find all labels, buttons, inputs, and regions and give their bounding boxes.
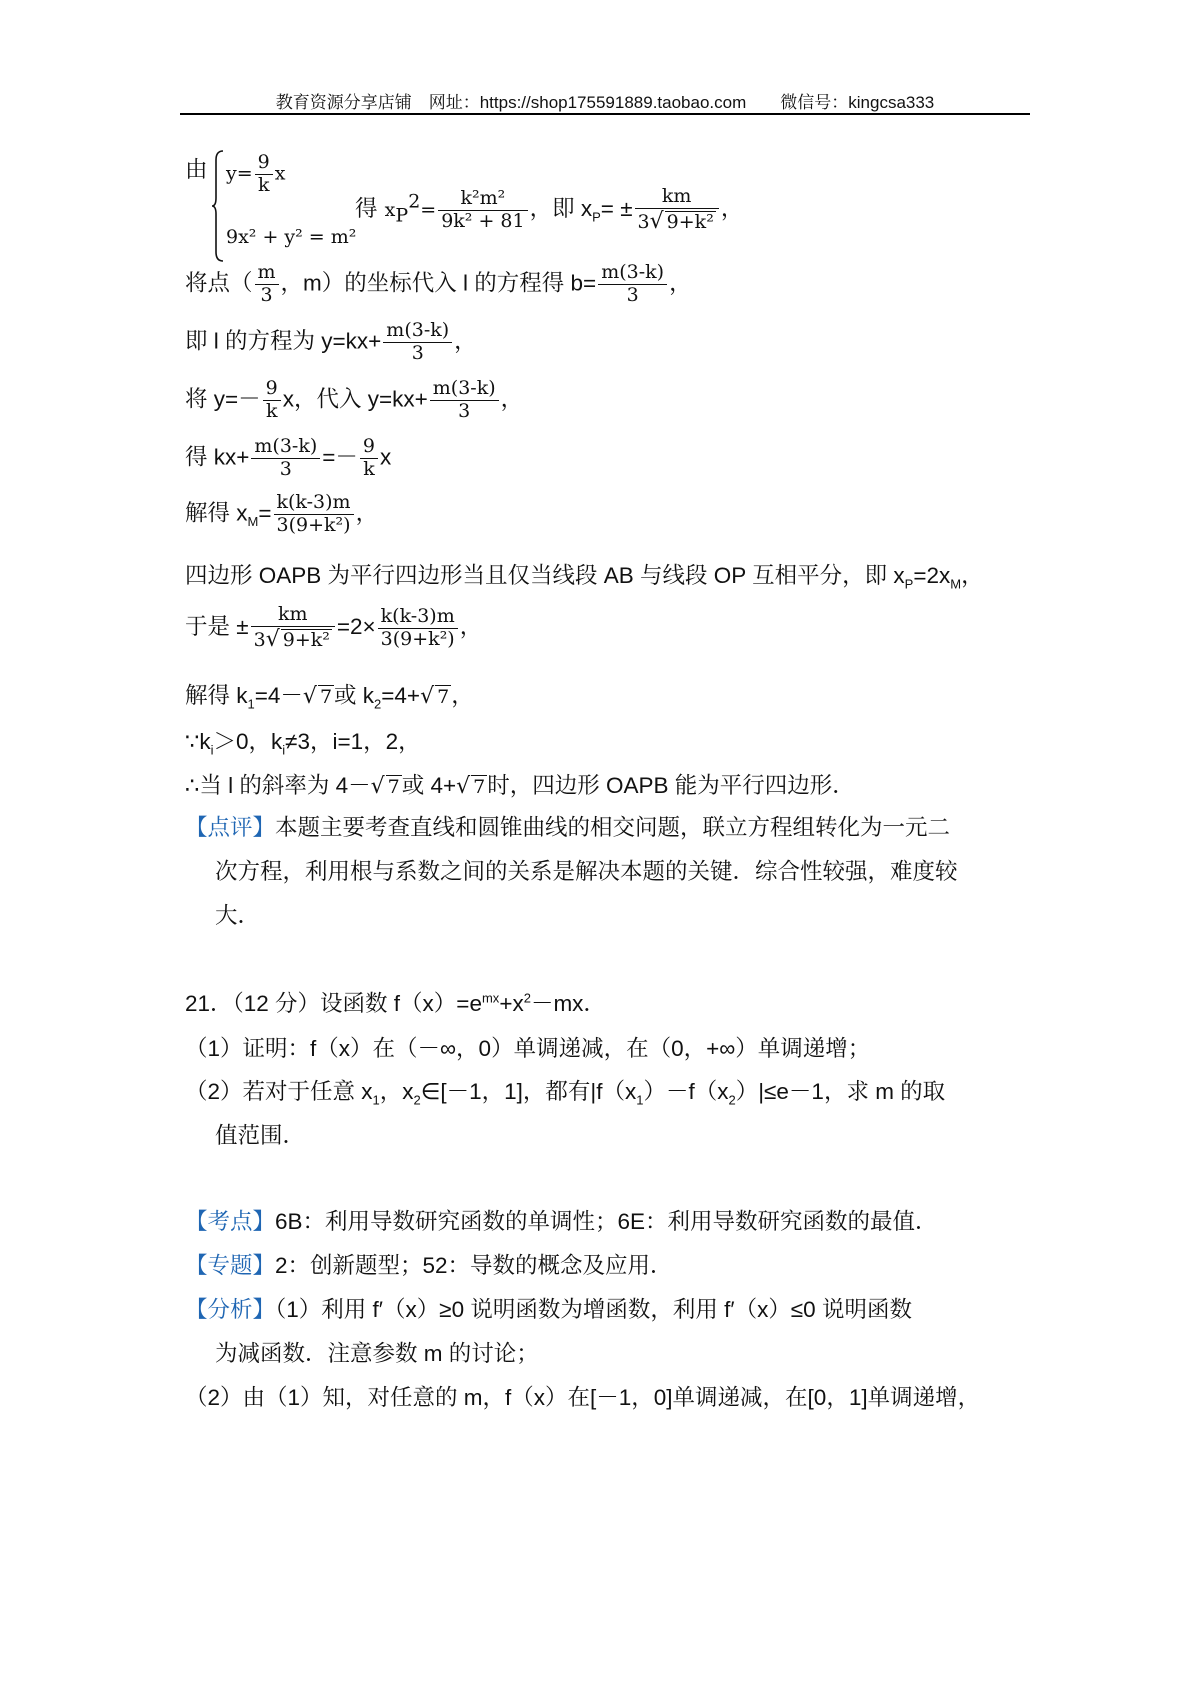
text: ∈[－1，1]，都有|f（x <box>420 1079 637 1104</box>
system-eq1 <box>226 152 285 197</box>
fenxi-line-2: 为减函数．注意参数 m 的讨论； <box>215 1341 539 1366</box>
frac-den: k <box>257 173 270 196</box>
line-substitute <box>185 378 523 423</box>
text: 即 l 的方程为 y=kx+ <box>185 328 382 354</box>
radicand: 9+k² <box>282 628 330 651</box>
fenxi-line-3: （2）由（1）知，对任意的 m，f（x）在[－1，0]单调递减，在[0，1]单调递增， <box>185 1385 981 1410</box>
m-sub: M <box>950 576 962 592</box>
sq-sup: 2 <box>408 190 421 213</box>
text: 将 y=－ <box>185 386 261 412</box>
review-line-1 <box>185 815 950 842</box>
frac-num: k²m² <box>438 188 527 211</box>
text: ≠3，i=1，2， <box>285 729 421 754</box>
line-parallelogram <box>185 562 984 592</box>
frac-9-over-k <box>255 152 273 197</box>
line-because <box>185 728 421 758</box>
text: ∴当 l 的斜率为 4－ <box>185 773 371 798</box>
frac-9k <box>263 378 281 423</box>
line-get <box>185 436 391 481</box>
sqrt-icon: √ <box>265 626 280 652</box>
comma: ， <box>961 563 984 589</box>
header-rule <box>180 113 1030 115</box>
frac-m3k <box>383 320 452 365</box>
comma: ， <box>500 386 524 413</box>
exp-mx: mx <box>481 990 500 1006</box>
kaodian-line <box>185 1208 938 1235</box>
zhuanti-tag: 【专题】 <box>185 1253 276 1278</box>
text: ＞0，k <box>213 729 283 754</box>
frac-num: m(3-k) <box>598 262 667 285</box>
sub-1: 1 <box>372 1092 380 1108</box>
frac-den: 3 <box>260 283 273 306</box>
frac-xm <box>274 492 354 537</box>
i-sub: i <box>210 742 214 758</box>
review-line-2: 次方程，利用根与系数之间的关系是解决本题的关键．综合性较强，难度较 <box>215 859 958 885</box>
radicand: 7 <box>319 686 333 708</box>
q21-part2 <box>185 1078 945 1108</box>
text: ，x <box>379 1079 414 1104</box>
text: x <box>380 444 392 470</box>
frac-num: 9 <box>255 152 273 175</box>
sqrt-icon: √ <box>456 774 471 799</box>
sub-1: 1 <box>636 1092 644 1108</box>
q21-part2-cont: 值范围． <box>215 1123 306 1148</box>
p-sub: P <box>395 204 409 227</box>
text: 解得 k <box>185 683 248 708</box>
text: ∵k <box>185 729 211 754</box>
frac-den: 3 <box>458 399 471 422</box>
sub-2: 2 <box>413 1092 421 1108</box>
frac-num: m <box>255 262 279 285</box>
frac-den: k <box>363 457 375 480</box>
xp-var: x <box>384 199 396 222</box>
frac-num: k(k-3)m <box>274 492 354 515</box>
sqrt-icon: √ <box>649 208 664 234</box>
text: 21．（12 分）设函数 f（x）=e <box>185 991 482 1016</box>
frac-m3 <box>255 262 279 307</box>
q21-part1: （1）证明：f（x）在（－∞，0）单调递减，在（0，+∞）单调递增； <box>185 1036 871 1061</box>
text: 或 4+ <box>401 773 457 798</box>
radicand: 7 <box>437 686 450 708</box>
comma: ， <box>451 683 474 709</box>
line-therefore <box>185 772 855 800</box>
sub-2: 2 <box>374 696 382 712</box>
text: ）－f（x <box>643 1079 729 1104</box>
frac-num: 9 <box>360 436 378 459</box>
frac-km <box>635 186 719 234</box>
text: －mx． <box>530 991 606 1016</box>
comma: ， <box>355 500 379 527</box>
m-sub: M <box>247 513 259 529</box>
frac-xm <box>378 606 458 651</box>
text: （1）利用 f′（x）≥0 说明函数为增函数，利用 f′（x）≤0 说明函数 <box>275 1297 912 1322</box>
sqrt-icon: √ <box>370 774 385 799</box>
text: 时，四边形 OAPB 能为平行四边形． <box>487 773 855 798</box>
text: 本题主要考查直线和圆锥曲线的相交问题，联立方程组转化为一元二 <box>275 815 951 841</box>
frac-m3k <box>598 262 667 307</box>
frac-num: m(3-k) <box>383 320 452 343</box>
frac-den: 3(9+k²) <box>276 513 351 536</box>
frac-m3k <box>430 378 499 423</box>
fenxi-tag: 【分析】 <box>185 1297 276 1322</box>
comma: ， <box>454 328 477 355</box>
you-char: 由 <box>185 157 208 183</box>
text: =4－ <box>254 683 303 708</box>
sub-2: 2 <box>728 1092 736 1108</box>
frac-9k <box>360 436 378 481</box>
frac-den: 3 <box>626 283 639 306</box>
line-l-eq <box>185 320 477 365</box>
text: =2× <box>336 614 376 640</box>
i-sub: i <box>282 742 286 758</box>
plus-minus: = ± <box>600 196 633 222</box>
de-char: 得 <box>355 196 378 223</box>
frac-den: 3 <box>411 341 424 364</box>
text: 6B：利用导数研究函数的单调性；6E：利用导数研究函数的最值． <box>275 1209 938 1234</box>
equals: = <box>258 500 272 526</box>
frac-m3k <box>251 436 320 481</box>
text: ）|≤e－1，求 m 的取 <box>735 1079 946 1104</box>
page-header: 教育资源分享店铺 网址：https://shop175591889.taobao.com 微信号：kingcsa333 <box>275 93 935 112</box>
sub-1: 1 <box>247 696 255 712</box>
p-sub: P <box>592 209 601 225</box>
frac-num: km <box>635 186 719 209</box>
radicand: 7 <box>473 776 486 798</box>
sqrt-icon: √ <box>420 684 435 709</box>
text: =4+ <box>381 683 421 708</box>
fenxi-line-1 <box>185 1296 912 1323</box>
frac-num: m(3-k) <box>430 378 499 401</box>
text: 四边形 OAPB 为平行四边形当且仅当线段 AB 与线段 OP 互相平分，即 x <box>185 563 905 588</box>
xp-result <box>355 186 743 234</box>
den-3: 3 <box>637 210 650 233</box>
den-3: 3 <box>253 628 266 651</box>
frac-num: m(3-k) <box>251 436 320 459</box>
eq1-lhs: y= <box>226 162 253 185</box>
text: 于是 ± <box>185 614 249 640</box>
text: 得 kx+ <box>185 444 250 470</box>
p-sub: P <box>904 576 914 592</box>
zhuanti-line <box>185 1252 673 1279</box>
eq1-x: x <box>274 162 286 185</box>
frac-km <box>251 604 335 652</box>
frac-k2m2 <box>438 188 527 233</box>
text: =－ <box>322 444 358 470</box>
comma: ， <box>459 614 483 641</box>
text: +x <box>499 991 524 1016</box>
frac-den: 3 <box>279 457 292 480</box>
line-xm <box>185 492 378 537</box>
line-point-sub <box>185 262 692 307</box>
radicand: 7 <box>387 776 400 798</box>
text: 将点（ <box>185 270 253 297</box>
frac-den: k <box>265 399 278 422</box>
comma: ， <box>720 196 744 223</box>
text: ，m）的坐标代入 l 的方程得 b= <box>280 270 597 296</box>
frac-den: 3(9+k²) <box>380 627 455 650</box>
equals: = <box>420 199 437 222</box>
sqrt-icon: √ <box>302 684 317 709</box>
exp-2: 2 <box>523 990 531 1006</box>
text: 或 k <box>334 683 375 708</box>
text: 2：创新题型；52：导数的概念及应用． <box>275 1253 673 1278</box>
review-tag: 【点评】 <box>185 815 276 841</box>
frac-den <box>251 627 335 652</box>
text: 解得 x <box>185 500 248 526</box>
text: =2x <box>913 563 951 588</box>
left-brace <box>212 150 224 262</box>
system-eq2: 9x² + y² = m² <box>226 226 357 248</box>
review-line-3: 大． <box>215 903 261 929</box>
frac-num: k(k-3)m <box>378 606 458 629</box>
frac-den <box>635 209 719 234</box>
line-yushi <box>185 604 482 652</box>
text: （2）若对于任意 x <box>185 1079 373 1104</box>
ji-xp: ，即 x <box>529 196 593 222</box>
line-k-solutions <box>185 682 474 712</box>
frac-num: 9 <box>263 378 281 401</box>
frac-den: 9k² + 81 <box>441 209 525 232</box>
text: x，代入 y=kx+ <box>282 386 428 412</box>
q21-stem <box>185 990 606 1017</box>
comma: ， <box>669 270 692 297</box>
frac-num: km <box>251 604 335 627</box>
kaodian-tag: 【考点】 <box>185 1209 276 1234</box>
radicand: 9+k² <box>666 210 714 233</box>
